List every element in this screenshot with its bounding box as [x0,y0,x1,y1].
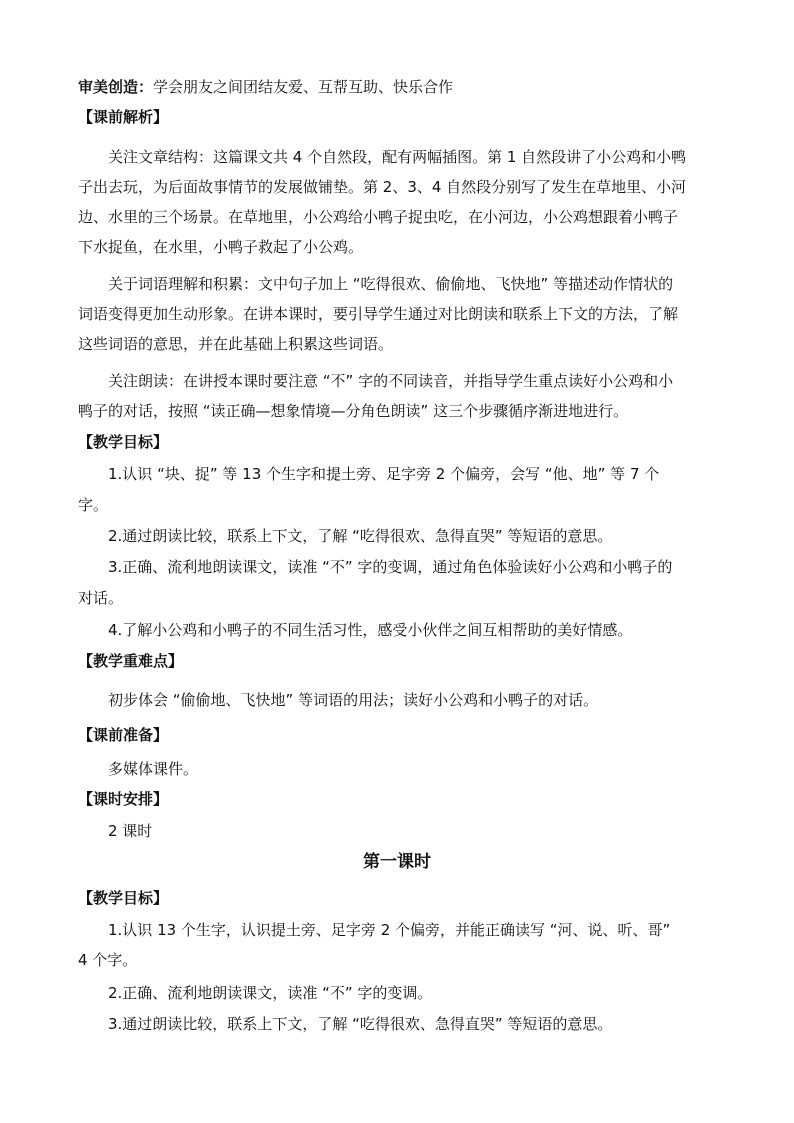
schedule-text: 2 课时 [108,822,153,840]
key-points-text: 初步体会 “偷偷地、飞快地” 等词语的用法；读好小公鸡和小鸭子的对话。 [108,691,599,709]
key-points-heading: 【教学重难点】 [78,652,184,670]
lesson-one-goals-heading: 【教学目标】 [78,889,169,907]
goal-item: 4.了解小公鸡和小鸭子的不同生活习性，感受小伙伴之间互相帮助的美好情感。 [108,621,633,639]
reading-para-line: 关注朗读：在讲授本课时要注意 “不” 字的不同读音，并指导学生重点读好小公鸡和小 [108,372,674,390]
aesthetic-creation-line [78,77,718,97]
pre-analysis-heading: 【课前解析】 [78,108,169,126]
goal-item: 3.正确、流利地朗读课文，读准 “不” 字的变调，通过角色体验读好小公鸡和小鸭子的 [108,558,673,576]
structure-para-line: 关注文章结构：这篇课文共 4 个自然段，配有两幅插图。第 1 自然段讲了小公鸡和小鸭 [108,148,687,166]
lesson-one-goal-item: 2.正确、流利地朗读课文，读准 “不” 字的变调。 [108,984,433,1002]
goal-item-continued: 字。 [78,496,109,514]
prep-text: 多媒体课件。 [108,760,199,778]
reading-para-line: 鸭子的对话，按照 “读正确—想象情境—分角色朗读” 这三个步骤循序渐进地进行。 [78,402,629,420]
structure-para-line: 边、水里的三个场景。在草地里，小公鸡给小鸭子捉虫吃，在小河边，小公鸡想跟着小鸭子 [78,208,679,226]
aesthetic-creation-label: 审美创造： [78,78,154,96]
goal-item: 2.通过朗读比较，联系上下文，了解 “吃得很欢、急得直哭” 等短语的意思。 [108,527,613,545]
schedule-heading: 【课时安排】 [78,790,169,808]
goal-item-continued: 对话。 [78,589,124,607]
lesson-one-goal-item: 3.通过朗读比较，联系上下文，了解 “吃得很欢、急得直哭” 等短语的意思。 [108,1015,613,1033]
goals-heading: 【教学目标】 [78,433,169,451]
aesthetic-creation-text: 学会朋友之间团结友爱、互帮互助、快乐合作 [153,78,454,96]
lesson-one-goal-item: 1.认识 13 个生字，认识提土旁、足字旁 2 个偏旁，并能正确读写 “河、说、听、哥” [108,921,671,939]
lesson-one-title: 第一课时 [363,852,431,872]
lesson-one-goal-item-continued: 4 个字。 [78,951,138,969]
structure-para-line: 下水捉鱼，在水里，小鸭子救起了小公鸡。 [78,238,364,256]
goal-item: 1.认识 “块、捉” 等 13 个生字和提土旁、足字旁 2 个偏旁，会写 “他、地” 等 7 个 [108,465,660,483]
vocab-para-line: 这些词语的意思，并在此基础上积累这些词语。 [78,335,394,353]
vocab-para-line: 词语变得更加生动形象。在讲本课时，要引导学生通过对比朗读和联系上下文的方法，了解 [78,305,679,323]
prep-heading: 【课前准备】 [78,726,169,744]
vocab-para-line: 关于词语理解和积累：文中句子加上 “吃得很欢、偷偷地、飞快地” 等描述动作情状的 [108,275,674,293]
structure-para-line: 子出去玩，为后面故事情节的发展做铺垫。第 2、3、4 自然段分别写了发生在草地里、小河 [78,178,687,196]
